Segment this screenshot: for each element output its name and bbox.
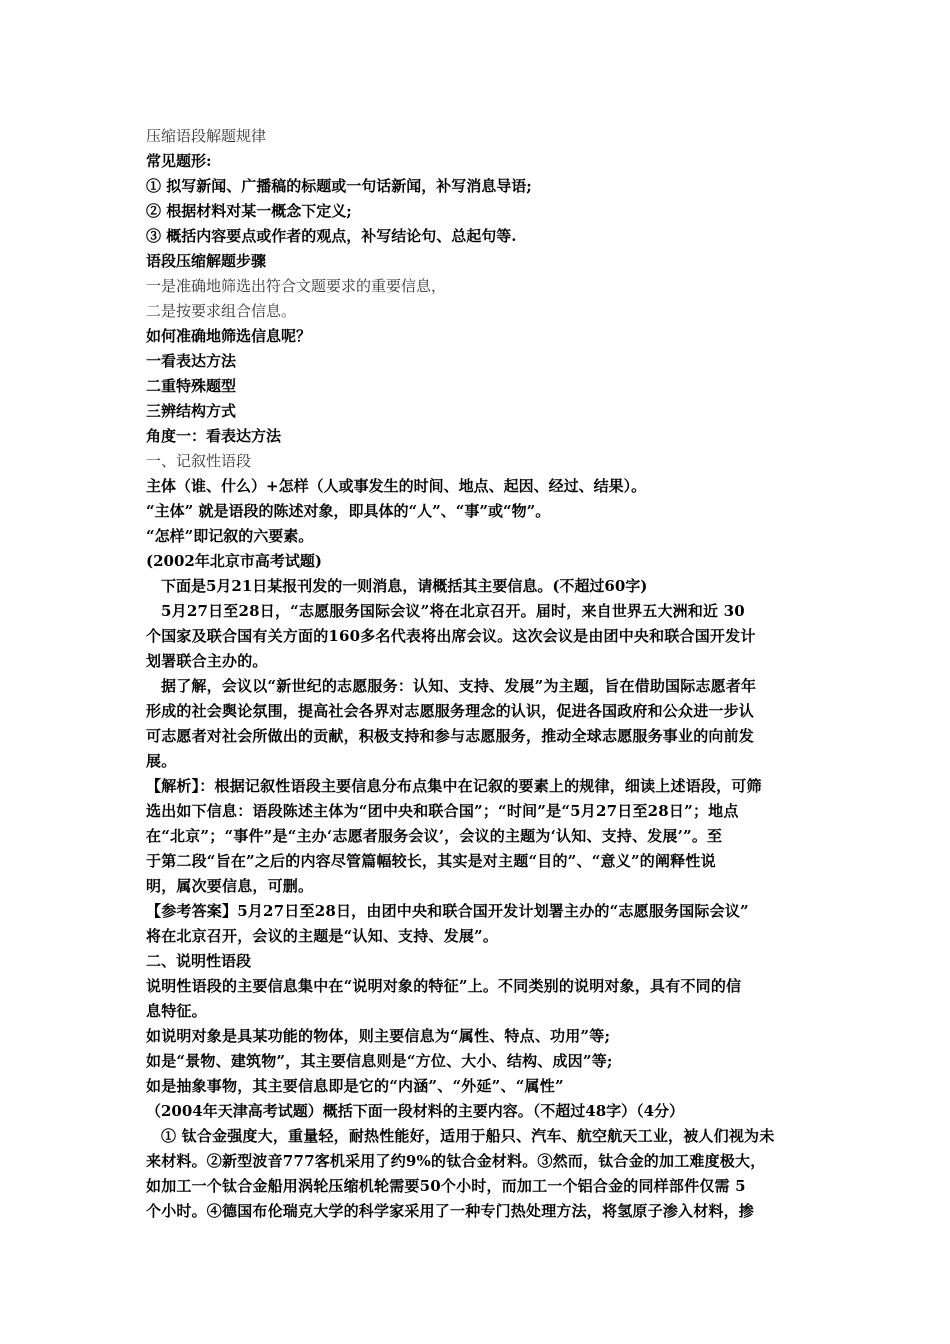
narrative-line: 主体（谁、什么）+怎样（人或事发生的时间、地点、起因、经过、结果）。 — [146, 477, 647, 495]
news-paragraph-2 — [146, 674, 808, 774]
paragraph-line: 据了解，会议以“新世纪的志愿服务：认知、支持、发展”为主题，旨在借助国际志愿者年 — [161, 677, 757, 695]
analysis-line: 【解析】：根据记叙性语段主要信息分布点集中在记叙的要素上的规律，细读上述语段，可筛 — [146, 777, 762, 795]
paragraph-line: ① 钛合金强度大，重量轻，耐热性能好，适用于船只、汽车、航空航天工业，被人们视为未 — [161, 1127, 775, 1145]
paragraph-line: 可志愿者对社会所做出的贡献，积极支持和参与志愿服务，推动全球志愿服务事业的向前发 — [146, 727, 755, 745]
expository-line: 说明性语段的主要信息集中在“说明对象的特征”上。不同类别的说明对象，具有不同的信 — [146, 977, 742, 995]
document-page — [146, 124, 808, 1224]
section-heading-steps: 语段压缩解题步骤 — [146, 252, 267, 270]
document-title: 压缩语段解题规律 — [146, 127, 267, 145]
analysis-line: 于第二段“旨在”之后的内容尽管篇幅较长，其实是对主题“目的”、“意义”的阐释性说 — [146, 852, 716, 870]
exam-prompt: 下面是5月21日某报刊发的一则消息，请概括其主要信息。(不超过60字) — [161, 577, 648, 595]
paragraph-line: 个小时。④德国布伦瑞克大学的科学家采用了一种专门热处理方法，将氢原子渗入材料，掺 — [146, 1202, 755, 1220]
paragraph-line: 形成的社会舆论氛围，提高社会各界对志愿服务理念的认识，促进各国政府和公众进一步认 — [146, 702, 755, 720]
analysis-line: 选出如下信息：语段陈述主体为“团中央和联合国”；“时间”是“5月27日至28日”；地点 — [146, 802, 739, 820]
question-type-item: ② 根据材料对某一概念下定义; — [146, 202, 352, 220]
exam-source: （2004年天津高考试题）概括下面一段材料的主要内容。（不超过48字）（4分） — [146, 1102, 685, 1120]
angle-heading: 角度一：看表达方法 — [146, 427, 282, 445]
question-type-item: ③ 概括内容要点或作者的观点，补写结论句、总起句等. — [146, 227, 517, 245]
method-item: 二重特殊题型 — [146, 377, 237, 395]
exam-source: (2002年北京市高考试题) — [146, 552, 322, 570]
narrative-line: “主体” 就是语段的陈述对象，即具体的“人”、“事”或“物”。 — [146, 502, 551, 520]
expository-block — [146, 974, 808, 1099]
paragraph-line: 展。 — [146, 752, 177, 770]
analysis-line: 明，属次要信息，可删。 — [146, 877, 314, 895]
question-type-item: ① 拟写新闻、广播稿的标题或一句话新闻，补写消息导语; — [146, 177, 532, 195]
paragraph-line: 个国家及联合国有关方面的160多名代表将出席会议。这次会议是由团中央和联合国开发计 — [146, 627, 756, 645]
paragraph-line: 划署联合主办的。 — [146, 652, 268, 670]
answer-line: 将在北京召开，会议的主题是“认知、支持、发展”。 — [146, 927, 499, 945]
narrative-heading: 一、记叙性语段 — [146, 452, 252, 470]
titanium-paragraph — [146, 1124, 808, 1224]
paragraph-line: 来材料。②新型波音777客机采用了约9%的钛合金材料。③然而，钛合金的加工难度极大， — [146, 1152, 766, 1170]
expository-heading: 二、说明性语段 — [146, 952, 252, 970]
expository-line: 如是抽象事物，其主要信息即是它的“内涵”、“外延”、“属性” — [146, 1077, 564, 1095]
paragraph-line: 5月27日至28日，“志愿服务国际会议”将在北京召开。届时，来自世界五大洲和近 30 — [161, 602, 745, 620]
section-heading-question-types: 常见题形: — [146, 152, 212, 170]
expository-line: 息特征。 — [146, 1002, 207, 1020]
answer-line: 【参考答案】5月27日至28日，由团中央和联合国开发计划署主办的“志愿服务国际会议” — [146, 902, 749, 920]
expository-line: 如说明对象是具某功能的物体，则主要信息为“属性、特点、功用”等; — [146, 1027, 611, 1045]
analysis-block — [146, 774, 808, 899]
expository-line: 如是“景物、建筑物”，其主要信息则是“方位、大小、结构、成因”等; — [146, 1052, 613, 1070]
narrative-line: “怎样”即记叙的六要素。 — [146, 527, 314, 545]
step-line: 二是按要求组合信息。 — [146, 302, 297, 320]
news-paragraph-1 — [146, 599, 808, 674]
screening-question: 如何准确地筛选信息呢？ — [146, 327, 312, 345]
method-item: 三辨结构方式 — [146, 402, 237, 420]
step-line: 一是准确地筛选出符合文题要求的重要信息， — [146, 277, 447, 295]
answer-block — [146, 899, 808, 949]
paragraph-line: 如加工一个钛合金船用涡轮压缩机轮需要50个小时，而加工一个铝合金的同样部件仅需 5 — [146, 1177, 746, 1195]
method-item: 一看表达方法 — [146, 352, 237, 370]
analysis-line: 在“北京”；“事件”是“主办‘志愿者服务会议’，会议的主题为‘认知、支持、发展’”。至 — [146, 827, 723, 845]
